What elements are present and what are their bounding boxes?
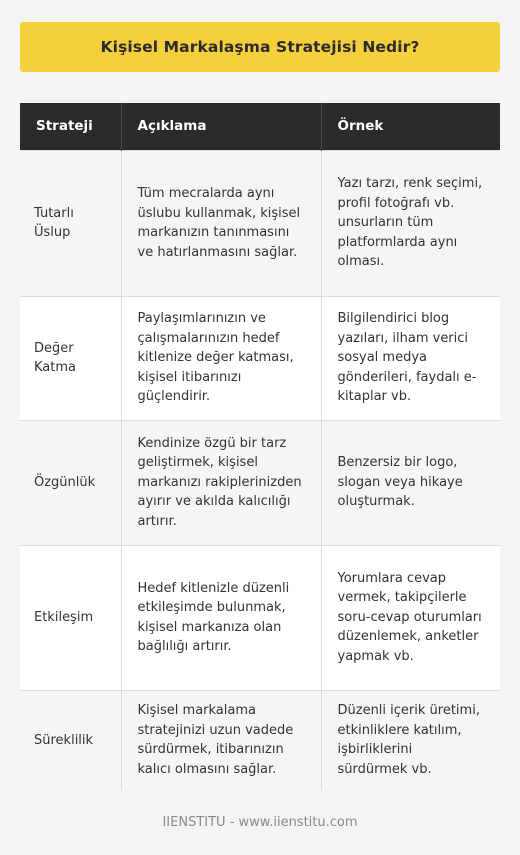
table-body <box>20 150 500 790</box>
table-row <box>20 545 500 690</box>
strategy-cell: Değer Katma <box>20 296 121 420</box>
table-row <box>20 420 500 545</box>
column-header-strategy: Strateji <box>20 103 121 150</box>
example-cell: Yazı tarzı, renk seçimi, profil fotoğrafı vb. unsurların tüm platformlarda aynı olması. <box>321 150 500 296</box>
table-header-row <box>20 103 500 150</box>
page-title: Kişisel Markalaşma Stratejisi Nedir? <box>100 38 420 56</box>
column-header-example: Örnek <box>321 103 500 150</box>
table-row <box>20 690 500 790</box>
example-cell: Düzenli içerik üretimi, etkinliklere katılım, işbirliklerini sürdürmek vb. <box>321 690 500 790</box>
strategy-cell: Etkileşim <box>20 545 121 690</box>
table-header <box>20 103 500 150</box>
example-cell: Benzersiz bir logo, slogan veya hikaye oluşturmak. <box>321 420 500 545</box>
strategy-cell: Özgünlük <box>20 420 121 545</box>
description-cell: Tüm mecralarda aynı üslubu kullanmak, kişisel markanızın tanınmasını ve hatırlanmasını sağlar. <box>121 150 321 296</box>
strategy-table <box>20 103 500 790</box>
strategy-cell: Süreklilik <box>20 690 121 790</box>
table-row <box>20 296 500 420</box>
column-header-description: Açıklama <box>121 103 321 150</box>
table-row <box>20 150 500 296</box>
strategy-cell: Tutarlı Üslup <box>20 150 121 296</box>
example-cell: Yorumlara cevap vermek, takipçilerle soru-cevap oturumları düzenlemek, anketler yapmak vb. <box>321 545 500 690</box>
description-cell: Kişisel markalama stratejinizi uzun vadede sürdürmek, itibarınızın kalıcı olmasını sağlar. <box>121 690 321 790</box>
title-banner <box>20 22 500 72</box>
footer-credit: IIENSTITU - www.iienstitu.com <box>162 815 358 830</box>
description-cell: Hedef kitlenizle düzenli etkileşimde bulunmak, kişisel markanıza olan bağlılığı artırır. <box>121 545 321 690</box>
description-cell: Kendinize özgü bir tarz geliştirmek, kişisel markanızı rakiplerinizden ayırır ve akılda kalıcılığı artırır. <box>121 420 321 545</box>
example-cell: Bilgilendirici blog yazıları, ilham verici sosyal medya gönderileri, faydalı e-kitaplar vb. <box>321 296 500 420</box>
description-cell: Paylaşımlarınızın ve çalışmalarınızın hedef kitlenize değer katması, kişisel itibarınızı güçlendirir. <box>121 296 321 420</box>
